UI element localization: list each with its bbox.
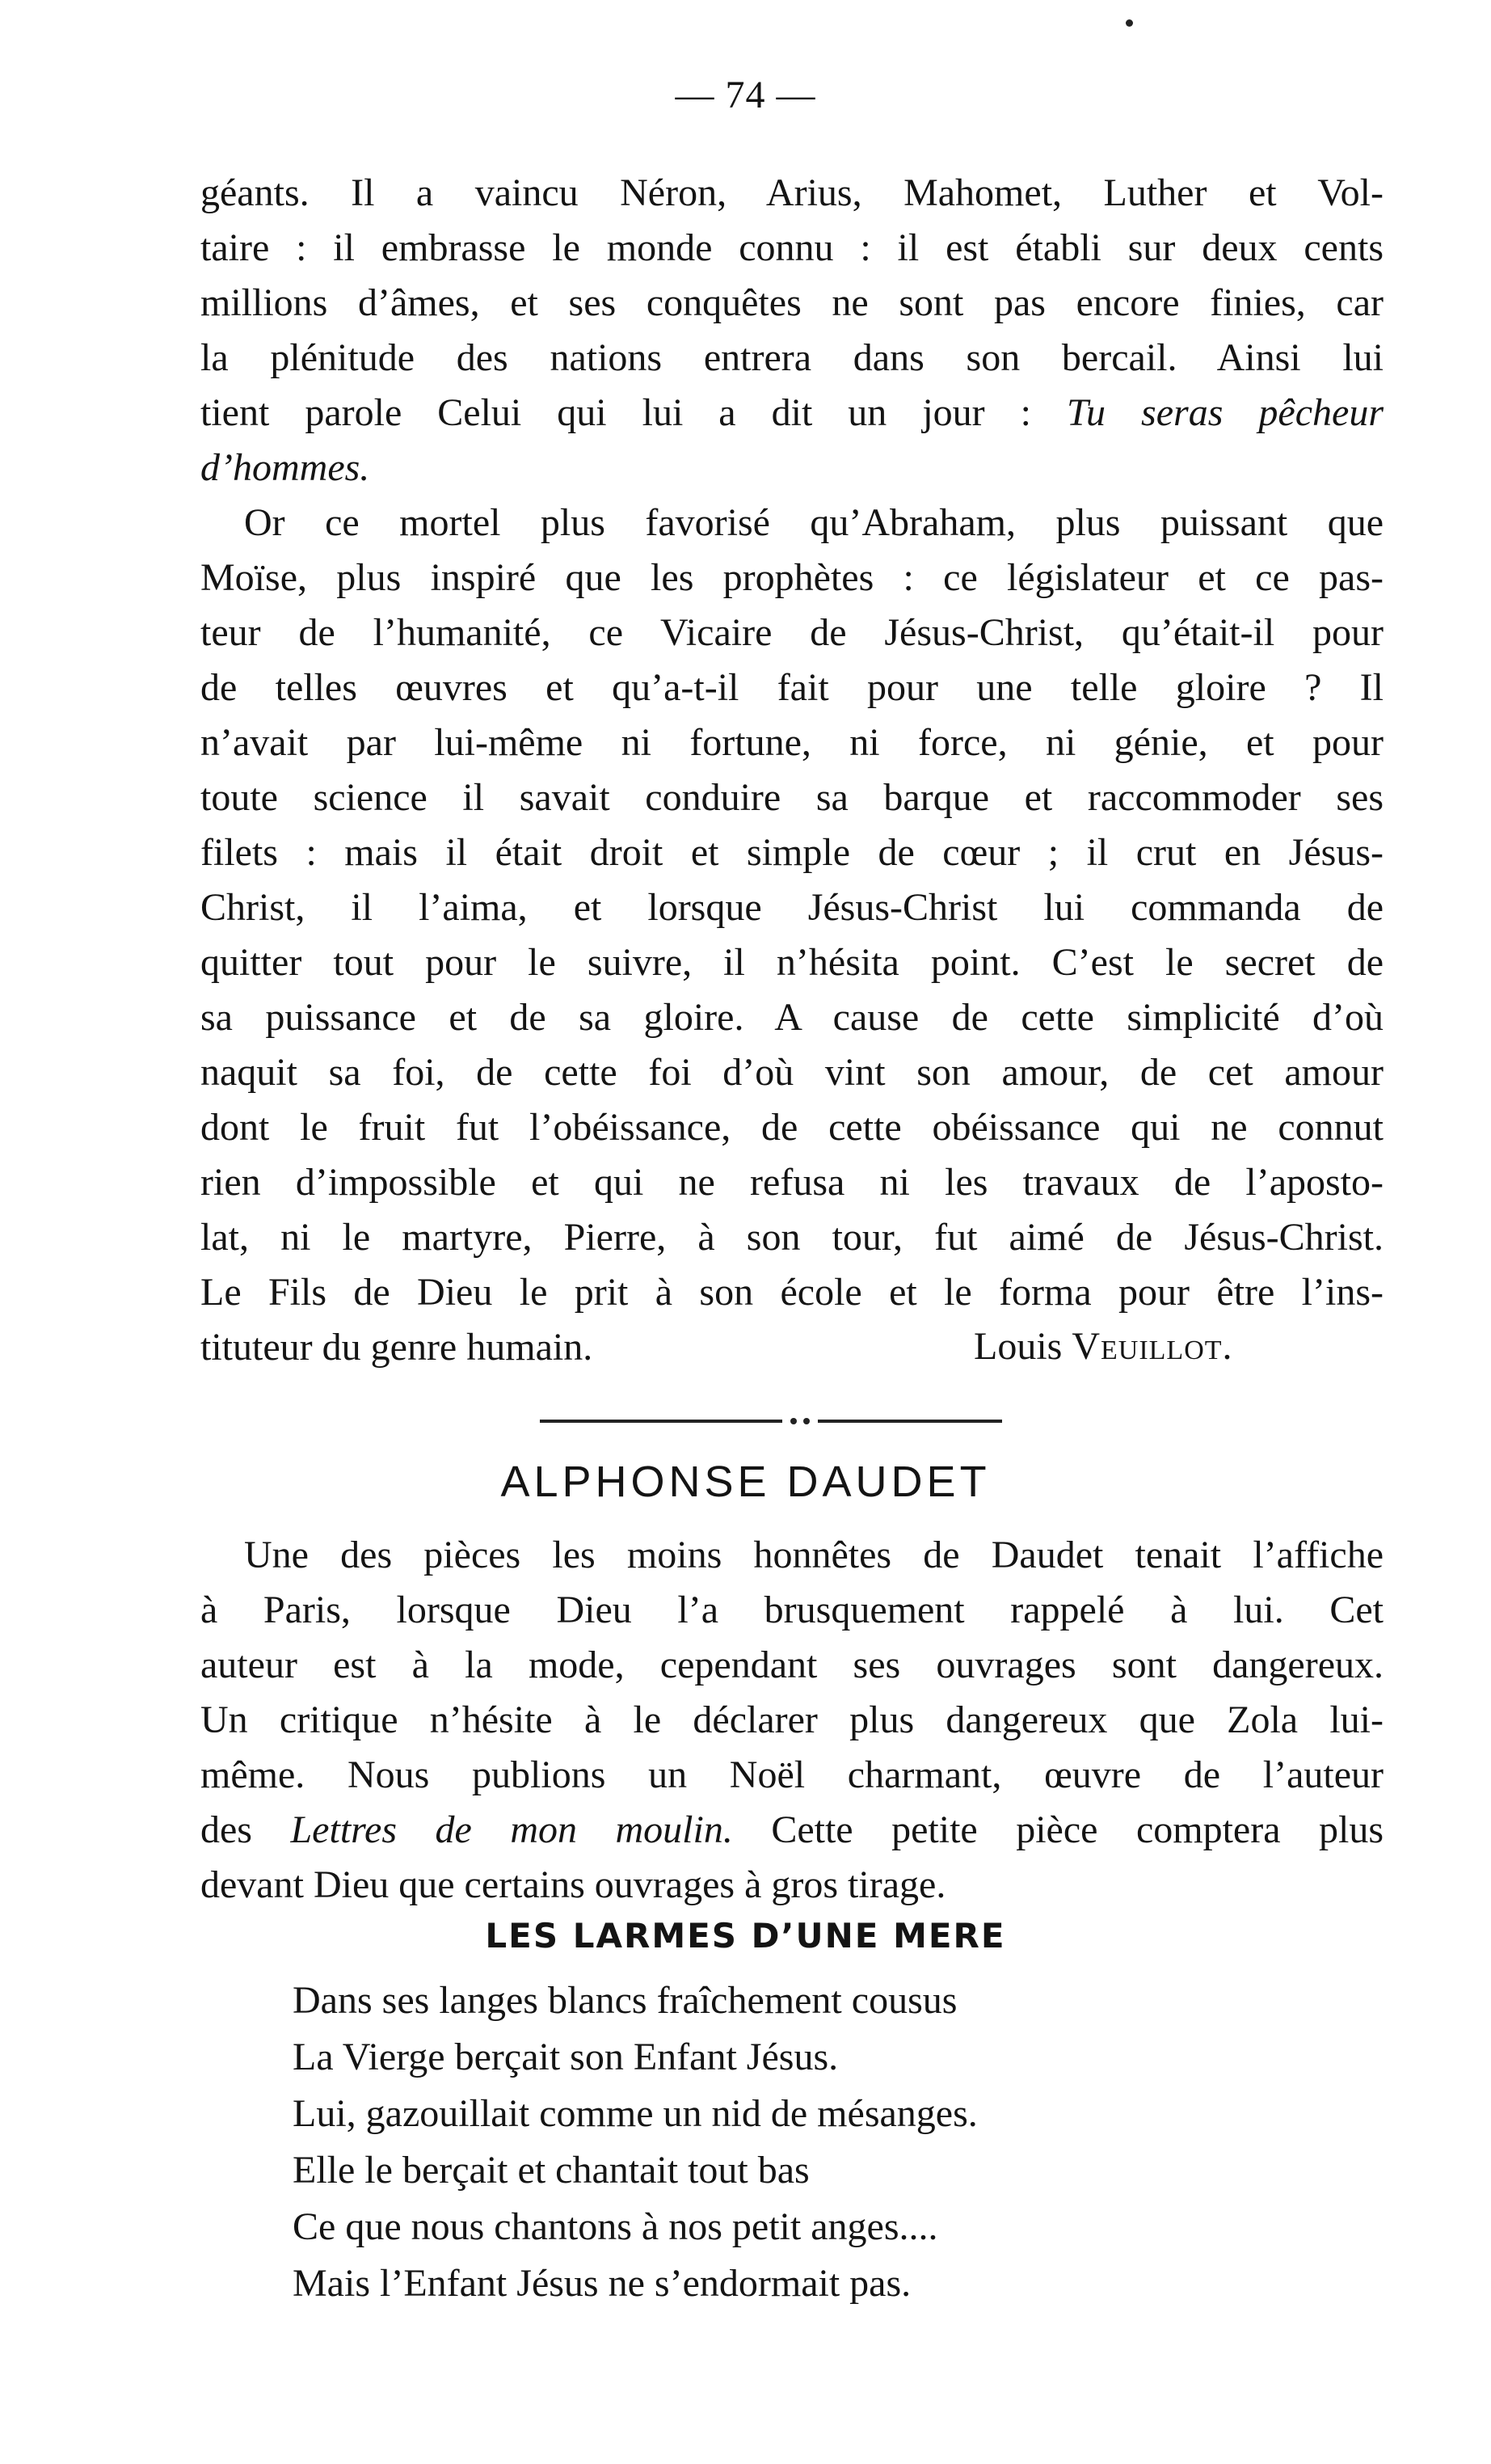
text-line: filets : mais il était droit et simple de cœur ; il crut en Jésus- xyxy=(200,831,1384,874)
book-title-italic: Lettres de mon moulin. xyxy=(290,1808,733,1851)
text-fragment: tient parole Celui qui lui a dit un jour : xyxy=(200,391,1031,434)
text-line: millions d’âmes, et ses conquêtes ne sont pas encore finies, car xyxy=(200,281,1384,324)
text-line: teur de l’humanité, ce Vicaire de Jésus-Christ, qu’était-il pour xyxy=(200,611,1384,654)
text-fragment: Cette petite pièce comptera plus xyxy=(771,1808,1384,1851)
text-fragment: des xyxy=(200,1808,252,1851)
text-line: dont le fruit fut l’obéissance, de cette obéissance qui ne connut xyxy=(200,1106,1384,1149)
text-line: Une des pièces les moins honnêtes de Daudet tenait l’affiche xyxy=(244,1534,1384,1576)
text-line: Or ce mortel plus favorisé qu’Abraham, plus puissant que xyxy=(244,501,1384,544)
poem-line: Elle le berçait et chantait tout bas xyxy=(293,2149,810,2192)
text-line: à Paris, lorsque Dieu l’a brusquement rappelé à lui. Cet xyxy=(200,1589,1384,1631)
text-line: de telles œuvres et qu’a-t-il fait pour une telle gloire ? Il xyxy=(200,666,1384,709)
text-line: Un critique n’hésite à le déclarer plus dangereux que Zola lui- xyxy=(200,1698,1384,1741)
quotation-italic: Tu seras pêcheur xyxy=(1067,391,1384,434)
text-line: taire : il embrasse le monde connu : il est établi sur deux cents xyxy=(200,226,1384,269)
poem-line: Lui, gazouillait comme un nid de mésanges. xyxy=(293,2092,978,2135)
poem xyxy=(293,1972,978,2312)
section-title: ALPHONSE DAUDET xyxy=(500,1458,991,1506)
paragraph-veuillot-2 xyxy=(200,496,1384,1375)
page-number: — 74 — xyxy=(675,74,816,116)
text-line: quitter tout pour le suivre, il n’hésita point. C’est le secret de xyxy=(200,941,1384,984)
text-line-with-title xyxy=(200,1803,1384,1858)
text-line: Moïse, plus inspiré que les prophètes : ce législateur et ce pas- xyxy=(200,556,1384,599)
text-line: rien d’impossible et qui ne refusa ni les travaux de l’aposto- xyxy=(200,1161,1384,1204)
text-line: tituteur du genre humain. xyxy=(200,1326,593,1369)
paragraph-veuillot-1 xyxy=(200,166,1384,496)
text-line: la plénitude des nations entrera dans son bercail. Ainsi lui xyxy=(200,336,1384,379)
text-line: lat, ni le martyre, Pierre, à son tour, fut aimé de Jésus-Christ. xyxy=(200,1216,1384,1259)
text-line: Christ, il l’aima, et lorsque Jésus-Christ lui commanda de xyxy=(200,886,1384,929)
text-line: naquit sa foi, de cette foi d’où vint son amour, de cet amour xyxy=(200,1051,1384,1094)
text-line: géants. Il a vaincu Néron, Arius, Mahomet, Luther et Vol- xyxy=(200,171,1384,214)
text-line: n’avait par lui-même ni fortune, ni force, ni génie, et pour xyxy=(200,721,1384,764)
text-line: Le Fils de Dieu le prit à son école et le forma pour être l’ins- xyxy=(200,1271,1384,1314)
print-speck xyxy=(1126,19,1133,27)
poem-line: Dans ses langes blancs fraîchement cousus xyxy=(293,1979,958,2022)
section-divider xyxy=(540,1420,1002,1423)
poem-line: La Vierge berçait son Enfant Jésus. xyxy=(293,2036,839,2078)
author-signature xyxy=(974,1319,1233,1374)
poem-line: Mais l’Enfant Jésus ne s’endormait pas. xyxy=(293,2262,912,2305)
author-first-name: Louis xyxy=(974,1325,1063,1368)
paragraph-daudet-intro xyxy=(200,1528,1384,1913)
text-line-with-quote xyxy=(200,386,1384,441)
text-line: sa puissance et de sa gloire. A cause de cette simplicité d’où xyxy=(200,996,1384,1039)
text-line: toute science il savait conduire sa barque et raccommoder ses xyxy=(200,776,1384,819)
author-last-name: Veuillot. xyxy=(1072,1325,1233,1368)
text-line: devant Dieu que certains ouvrages à gros tirage. xyxy=(200,1863,946,1906)
poem-line: Ce que nous chantons à nos petit anges.... xyxy=(293,2205,938,2248)
text-line: même. Nous publions un Noël charmant, œuvre de l’auteur xyxy=(200,1753,1384,1796)
text-line: auteur est à la mode, cependant ses ouvrages sont dangereux. xyxy=(200,1643,1384,1686)
poem-title: LES LARMES D’UNE MERE xyxy=(485,1916,1006,1956)
quotation-italic-end: d’hommes. xyxy=(200,446,370,489)
